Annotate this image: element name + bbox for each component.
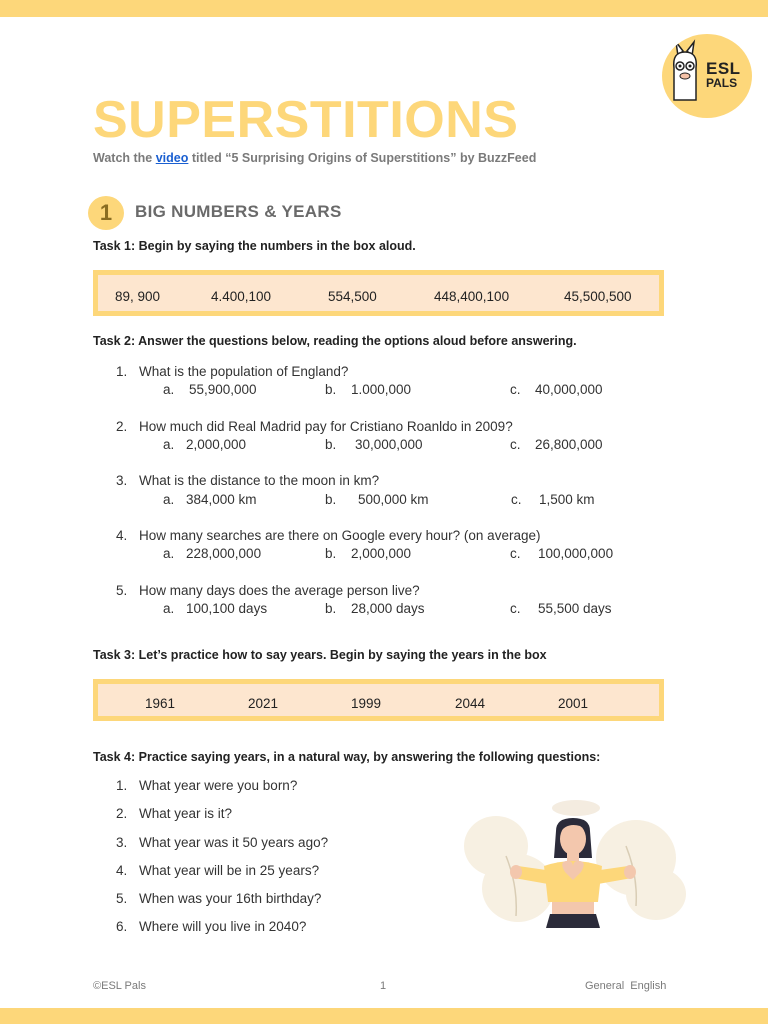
- option-letter: b.: [325, 492, 337, 507]
- option-letter: c.: [510, 382, 521, 397]
- video-link[interactable]: video: [155, 151, 189, 165]
- option-letter: a.: [163, 382, 175, 397]
- option-value: 2,000,000: [351, 546, 412, 561]
- option-value: 40,000,000: [535, 382, 603, 397]
- box-year: 2044: [455, 696, 486, 711]
- question-text: How many days does the average person live?: [139, 583, 420, 598]
- question-text: What year is it?: [139, 806, 233, 821]
- option-letter: c.: [510, 437, 521, 452]
- option-value: 2,000,000: [186, 437, 247, 452]
- question-number: 1.: [116, 364, 128, 379]
- task2-label: Task 2: Answer the questions below, reading the options aloud before answering.: [93, 334, 577, 348]
- question-number: 3.: [116, 835, 128, 850]
- option-letter: b.: [325, 601, 337, 616]
- option-letter: b.: [325, 382, 337, 397]
- option-letter: a.: [163, 437, 175, 452]
- box-number: 4.400,100: [211, 289, 272, 304]
- task4-label: Task 4: Practice saying years, in a natural way, by answering the following questions:: [93, 750, 601, 764]
- numbers-box: [93, 270, 664, 316]
- question-text: When was your 16th birthday?: [139, 891, 322, 906]
- logo-text: [706, 60, 741, 89]
- option-letter: b.: [325, 546, 337, 561]
- option-letter: b.: [325, 437, 337, 452]
- section-number-badge: 1: [88, 196, 124, 230]
- option-value: 384,000 km: [186, 492, 257, 507]
- question-number: 5.: [116, 583, 128, 598]
- question-number: 1.: [116, 778, 128, 793]
- question-text: How many searches are there on Google every hour? (on average): [139, 528, 541, 543]
- option-letter: a.: [163, 601, 175, 616]
- subtitle: [93, 151, 536, 165]
- woman-heart-illustration: [456, 796, 690, 946]
- section-title: BIG NUMBERS & YEARS: [135, 202, 342, 221]
- box-year: 2021: [248, 696, 279, 711]
- box-number: 448,400,100: [434, 289, 510, 304]
- question-text: What year will be in 25 years?: [139, 863, 320, 878]
- option-letter: a.: [163, 546, 175, 561]
- question-number: 6.: [116, 919, 128, 934]
- question-text: What is the population of England?: [139, 364, 349, 379]
- question-text: How much did Real Madrid pay for Cristiano Roanldo in 2009?: [139, 419, 513, 434]
- box-year: 1999: [351, 696, 382, 711]
- box-number: 89, 900: [115, 289, 161, 304]
- box-year: 2001: [558, 696, 589, 711]
- option-value: 100,000,000: [538, 546, 614, 561]
- years-box: [93, 679, 664, 721]
- esl-pals-logo: [662, 34, 752, 118]
- question-number: 4.: [116, 863, 128, 878]
- page-title: SUPERSTITIONS: [93, 91, 519, 149]
- option-value: 100,100 days: [186, 601, 268, 616]
- task3-label: Task 3: Let’s practice how to say years. Begin by saying the years in the box: [93, 648, 547, 662]
- option-value: 28,000 days: [351, 601, 425, 616]
- question-text: What year was it 50 years ago?: [139, 835, 329, 850]
- box-number: 554,500: [328, 289, 377, 304]
- option-value: 26,800,000: [535, 437, 603, 452]
- footer-page-number: 1: [380, 980, 387, 992]
- option-value: 55,900,000: [189, 382, 257, 397]
- bottom-band: [0, 1008, 768, 1024]
- question-number: 4.: [116, 528, 128, 543]
- logo-line-1: ESL: [706, 59, 741, 78]
- box-year: 1961: [145, 696, 176, 711]
- option-value: 30,000,000: [355, 437, 423, 452]
- subtitle-prefix: Watch the: [93, 151, 156, 165]
- option-letter: a.: [163, 492, 175, 507]
- footer-copyright: ©ESL Pals: [93, 980, 146, 992]
- option-value: 500,000 km: [358, 492, 429, 507]
- question-number: 2.: [116, 806, 128, 821]
- option-value: 55,500 days: [538, 601, 612, 616]
- subtitle-suffix: titled “5 Surprising Origins of Superstitions” by BuzzFeed: [188, 151, 537, 165]
- box-number: 45,500,500: [564, 289, 632, 304]
- logo-line-2: PALS: [706, 76, 738, 90]
- option-letter: c.: [511, 492, 522, 507]
- top-band: [0, 0, 768, 17]
- option-value: 228,000,000: [186, 546, 262, 561]
- question-text: Where will you live in 2040?: [139, 919, 307, 934]
- question-number: 3.: [116, 473, 128, 488]
- option-letter: c.: [510, 546, 521, 561]
- question-text: What year were you born?: [139, 778, 298, 793]
- option-value: 1.000,000: [351, 382, 412, 397]
- question-number: 5.: [116, 891, 128, 906]
- footer-course: General English: [585, 980, 667, 992]
- option-letter: c.: [510, 601, 521, 616]
- question-text: What is the distance to the moon in km?: [139, 473, 380, 488]
- option-value: 1,500 km: [539, 492, 595, 507]
- question-number: 2.: [116, 419, 128, 434]
- task1-label: Task 1: Begin by saying the numbers in the box aloud.: [93, 239, 416, 253]
